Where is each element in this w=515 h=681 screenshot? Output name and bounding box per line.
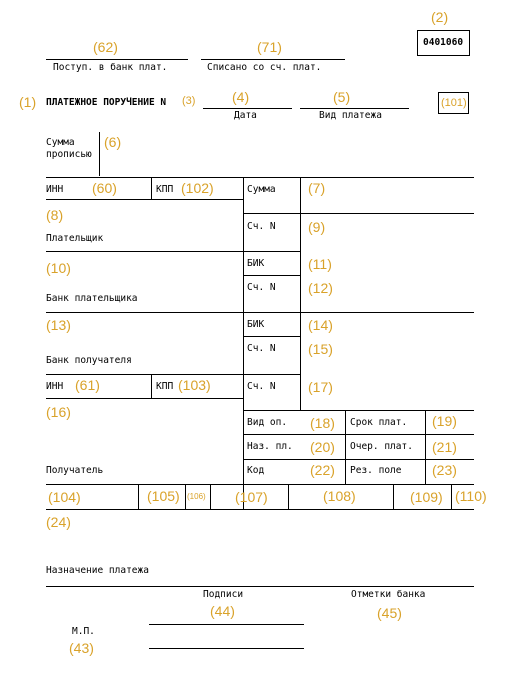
grid-col-210 [210, 484, 211, 509]
marker-105: (105) [147, 488, 180, 504]
marker-19: (19) [432, 413, 457, 429]
purpose-code-label: Наз. пл. [247, 441, 293, 452]
grid-col-393 [393, 484, 394, 509]
amount-words-label: Сумма прописью [46, 137, 92, 160]
amount-words-divider [99, 132, 100, 176]
recipient-bank-label: Банк получателя [46, 355, 132, 366]
recipient-label: Получатель [46, 465, 104, 476]
grid-col-185 [185, 484, 186, 509]
marker-18: (18) [310, 415, 335, 431]
marker-20: (20) [310, 439, 335, 455]
marker-9: (9) [308, 219, 326, 235]
marker-2: (2) [431, 9, 449, 25]
marker-8: (8) [46, 207, 64, 223]
marker-45: (45) [377, 605, 402, 621]
marker-6: (6) [104, 134, 122, 150]
grid-line-459 [243, 459, 474, 460]
grid-line-199 [46, 199, 243, 200]
marker-16: (16) [46, 404, 71, 420]
marker-12: (12) [308, 280, 333, 296]
recipient-bank-bik-label: БИК [247, 319, 265, 330]
marker-43: (43) [69, 640, 94, 656]
grid-line-410 [243, 410, 474, 411]
debited-line [201, 59, 345, 60]
recipient-account-label: Сч. N [247, 381, 276, 392]
stamp-label: М.П. [72, 626, 95, 637]
recipient-bank-account-label: Сч. N [247, 343, 276, 354]
marker-11: (11) [308, 256, 332, 272]
signatures-label: Подписи [203, 589, 244, 600]
form-code: 0401060 [423, 37, 464, 48]
grid-col-288 [288, 484, 289, 509]
marker-109: (109) [410, 489, 443, 505]
payment-type-line [300, 108, 409, 109]
grid-col-inn-kpp2 [151, 374, 152, 398]
recipient-inn-label: ИНН [46, 381, 64, 392]
grid-line-374 [46, 374, 300, 375]
marker-7: (7) [308, 180, 326, 196]
reserve-field-label: Рез. поле [350, 465, 402, 476]
marker-15: (15) [308, 341, 333, 357]
grid-col-451 [451, 484, 452, 509]
grid-line-213 [300, 213, 474, 214]
marker-14: (14) [308, 317, 333, 333]
marker-62: (62) [93, 39, 118, 55]
document-title: ПЛАТЕЖНОЕ ПОРУЧЕНИЕ N [46, 97, 167, 108]
marker-60: (60) [92, 180, 117, 196]
marker-106: (106) [187, 492, 206, 501]
marker-21: (21) [432, 439, 457, 455]
payer-inn-label: ИНН [46, 184, 64, 195]
marker-110: (110) [455, 488, 487, 504]
payer-bank-bik-label: БИК [247, 258, 265, 269]
date-label: Дата [234, 110, 257, 121]
marker-107: (107) [235, 489, 268, 505]
grid-col-inn-kpp [151, 177, 152, 199]
payer-label: Плательщик [46, 233, 104, 244]
payer-bank-label: Банк плательщика [46, 293, 138, 304]
marker-104: (104) [48, 489, 81, 505]
received-line [46, 59, 188, 60]
marker-1: (1) [19, 94, 37, 110]
purpose-bottom-line [46, 586, 474, 587]
marker-108: (108) [323, 488, 356, 504]
marker-3: (3) [182, 95, 196, 107]
marker-71: (71) [257, 39, 282, 55]
payment-type-label: Вид платежа [319, 110, 382, 121]
amount-label: Сумма [247, 184, 276, 195]
signature-line-2 [149, 648, 304, 649]
bank-marks-label: Отметки банка [351, 589, 426, 600]
marker-13: (13) [46, 317, 71, 333]
grid-line-336 [243, 336, 300, 337]
op-type-label: Вид оп. [247, 417, 288, 428]
priority-label: Очер. плат. [350, 441, 413, 452]
payer-kpp-label: КПП [156, 184, 174, 195]
marker-101: (101) [441, 97, 467, 109]
payer-bank-account-label: Сч. N [247, 282, 276, 293]
grid-line-434 [243, 434, 474, 435]
grid-col-425 [425, 410, 426, 484]
grid-line-275 [243, 275, 300, 276]
marker-61: (61) [75, 377, 100, 393]
marker-44: (44) [210, 603, 235, 619]
purpose-label: Назначение платежа [46, 565, 149, 576]
marker-23: (23) [432, 462, 457, 478]
grid-line-509 [46, 509, 474, 510]
marker-103: (103) [178, 377, 211, 393]
recipient-kpp-label: КПП [156, 381, 174, 392]
payment-term-label: Срок плат. [350, 417, 408, 428]
signature-line-1 [149, 624, 304, 625]
grid-col-138 [138, 484, 139, 509]
code-label: Код [247, 465, 265, 476]
marker-22: (22) [310, 462, 335, 478]
grid-line-398 [46, 398, 243, 399]
marker-24: (24) [46, 514, 71, 530]
grid-line-213l [243, 213, 300, 214]
marker-4: (4) [232, 89, 250, 105]
grid-line-177 [46, 177, 474, 178]
marker-102: (102) [181, 180, 214, 196]
marker-17: (17) [308, 379, 333, 395]
payer-account-label: Сч. N [247, 221, 276, 232]
grid-line-484 [46, 484, 474, 485]
received-label: Поступ. в банк плат. [53, 62, 168, 73]
marker-10: (10) [46, 260, 71, 276]
grid-col-345 [345, 410, 346, 484]
grid-line-312 [46, 312, 474, 313]
marker-5: (5) [333, 89, 351, 105]
debited-label: Списано со сч. плат. [207, 62, 322, 73]
grid-line-251 [46, 251, 300, 252]
date-line [203, 108, 292, 109]
